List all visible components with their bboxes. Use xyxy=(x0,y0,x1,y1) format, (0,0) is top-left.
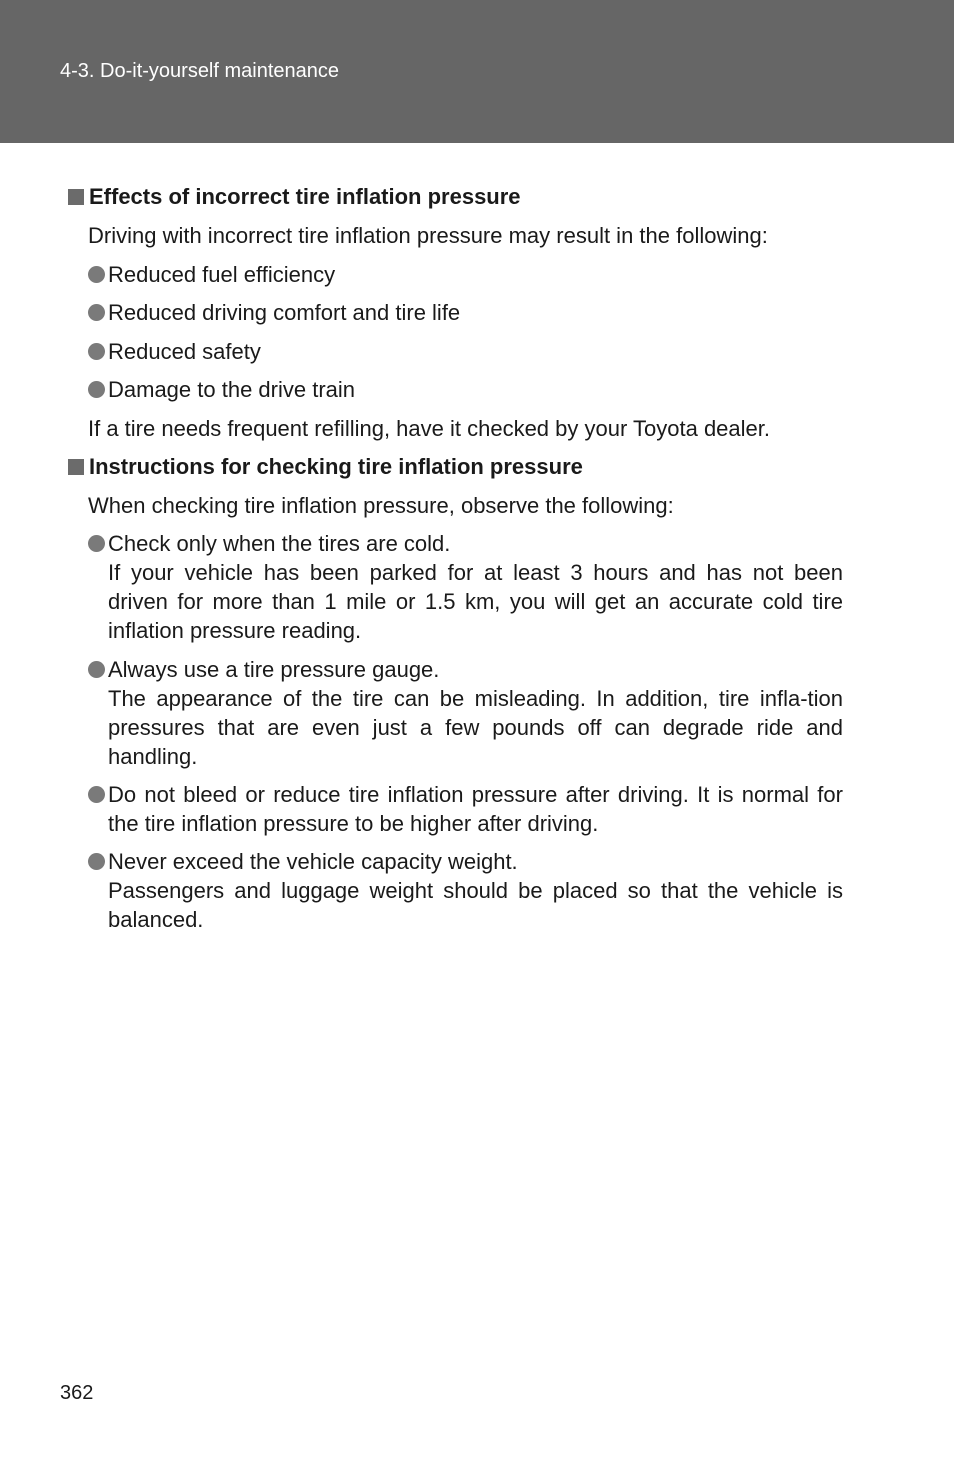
list-item-title: Do not bleed or reduce tire inflation pressure after driving. It is normal for the tire inflation pressure to be higher after driving. xyxy=(108,782,843,836)
instructions-heading xyxy=(68,454,583,480)
list-item-title: Always use a tire pressure gauge. xyxy=(108,657,440,682)
list-item xyxy=(88,375,843,404)
list-item xyxy=(88,529,843,645)
list-item-body: Passengers and luggage weight should be placed so that the vehicle is balanced. xyxy=(108,878,843,932)
page-number: 362 xyxy=(60,1382,94,1404)
list-item-text: Reduced fuel efficiency xyxy=(108,262,336,287)
circle-bullet-icon xyxy=(88,853,105,870)
list-item-text: Reduced safety xyxy=(108,339,261,364)
circle-bullet-icon xyxy=(88,786,105,803)
list-item xyxy=(88,298,843,327)
effects-heading xyxy=(68,184,521,210)
list-item-title: Never exceed the vehicle capacity weight. xyxy=(108,849,518,874)
effects-outro: If a tire needs frequent refilling, have it checked by your Toyota dealer. xyxy=(88,416,770,441)
instructions-heading-text: Instructions for checking tire inflation pressure xyxy=(89,454,583,479)
instructions-intro: When checking tire inflation pressure, observe the following: xyxy=(88,493,674,518)
circle-bullet-icon xyxy=(88,304,105,321)
effects-heading-text: Effects of incorrect tire inflation pressure xyxy=(89,184,521,209)
list-item xyxy=(88,847,843,934)
circle-bullet-icon xyxy=(88,266,105,283)
circle-bullet-icon xyxy=(88,381,105,398)
list-item-text: Damage to the drive train xyxy=(108,377,356,402)
list-item xyxy=(88,780,843,838)
list-item xyxy=(88,260,843,289)
list-item-body: The appearance of the tire can be misleading. In addition, tire infla-tion pressures that are even just a few pounds off can degrade ride and handling. xyxy=(108,686,843,769)
section-label: 4-3. Do-it-yourself maintenance xyxy=(60,60,340,82)
effects-intro: Driving with incorrect tire inflation pressure may result in the following: xyxy=(88,223,768,248)
circle-bullet-icon xyxy=(88,661,105,678)
list-item-text: Reduced driving comfort and tire life xyxy=(108,300,461,325)
list-item-title: Check only when the tires are cold. xyxy=(108,531,451,556)
list-item xyxy=(88,337,843,366)
page-header xyxy=(0,0,954,143)
circle-bullet-icon xyxy=(88,343,105,360)
list-item-body: If your vehicle has been parked for at least 3 hours and has not been driven for more than 1 mile or 1.5 km, you will get an accurate cold tire inflation pressure reading. xyxy=(108,560,843,643)
square-bullet-icon xyxy=(68,459,84,475)
circle-bullet-icon xyxy=(88,535,105,552)
square-bullet-icon xyxy=(68,189,84,205)
list-item xyxy=(88,655,843,771)
